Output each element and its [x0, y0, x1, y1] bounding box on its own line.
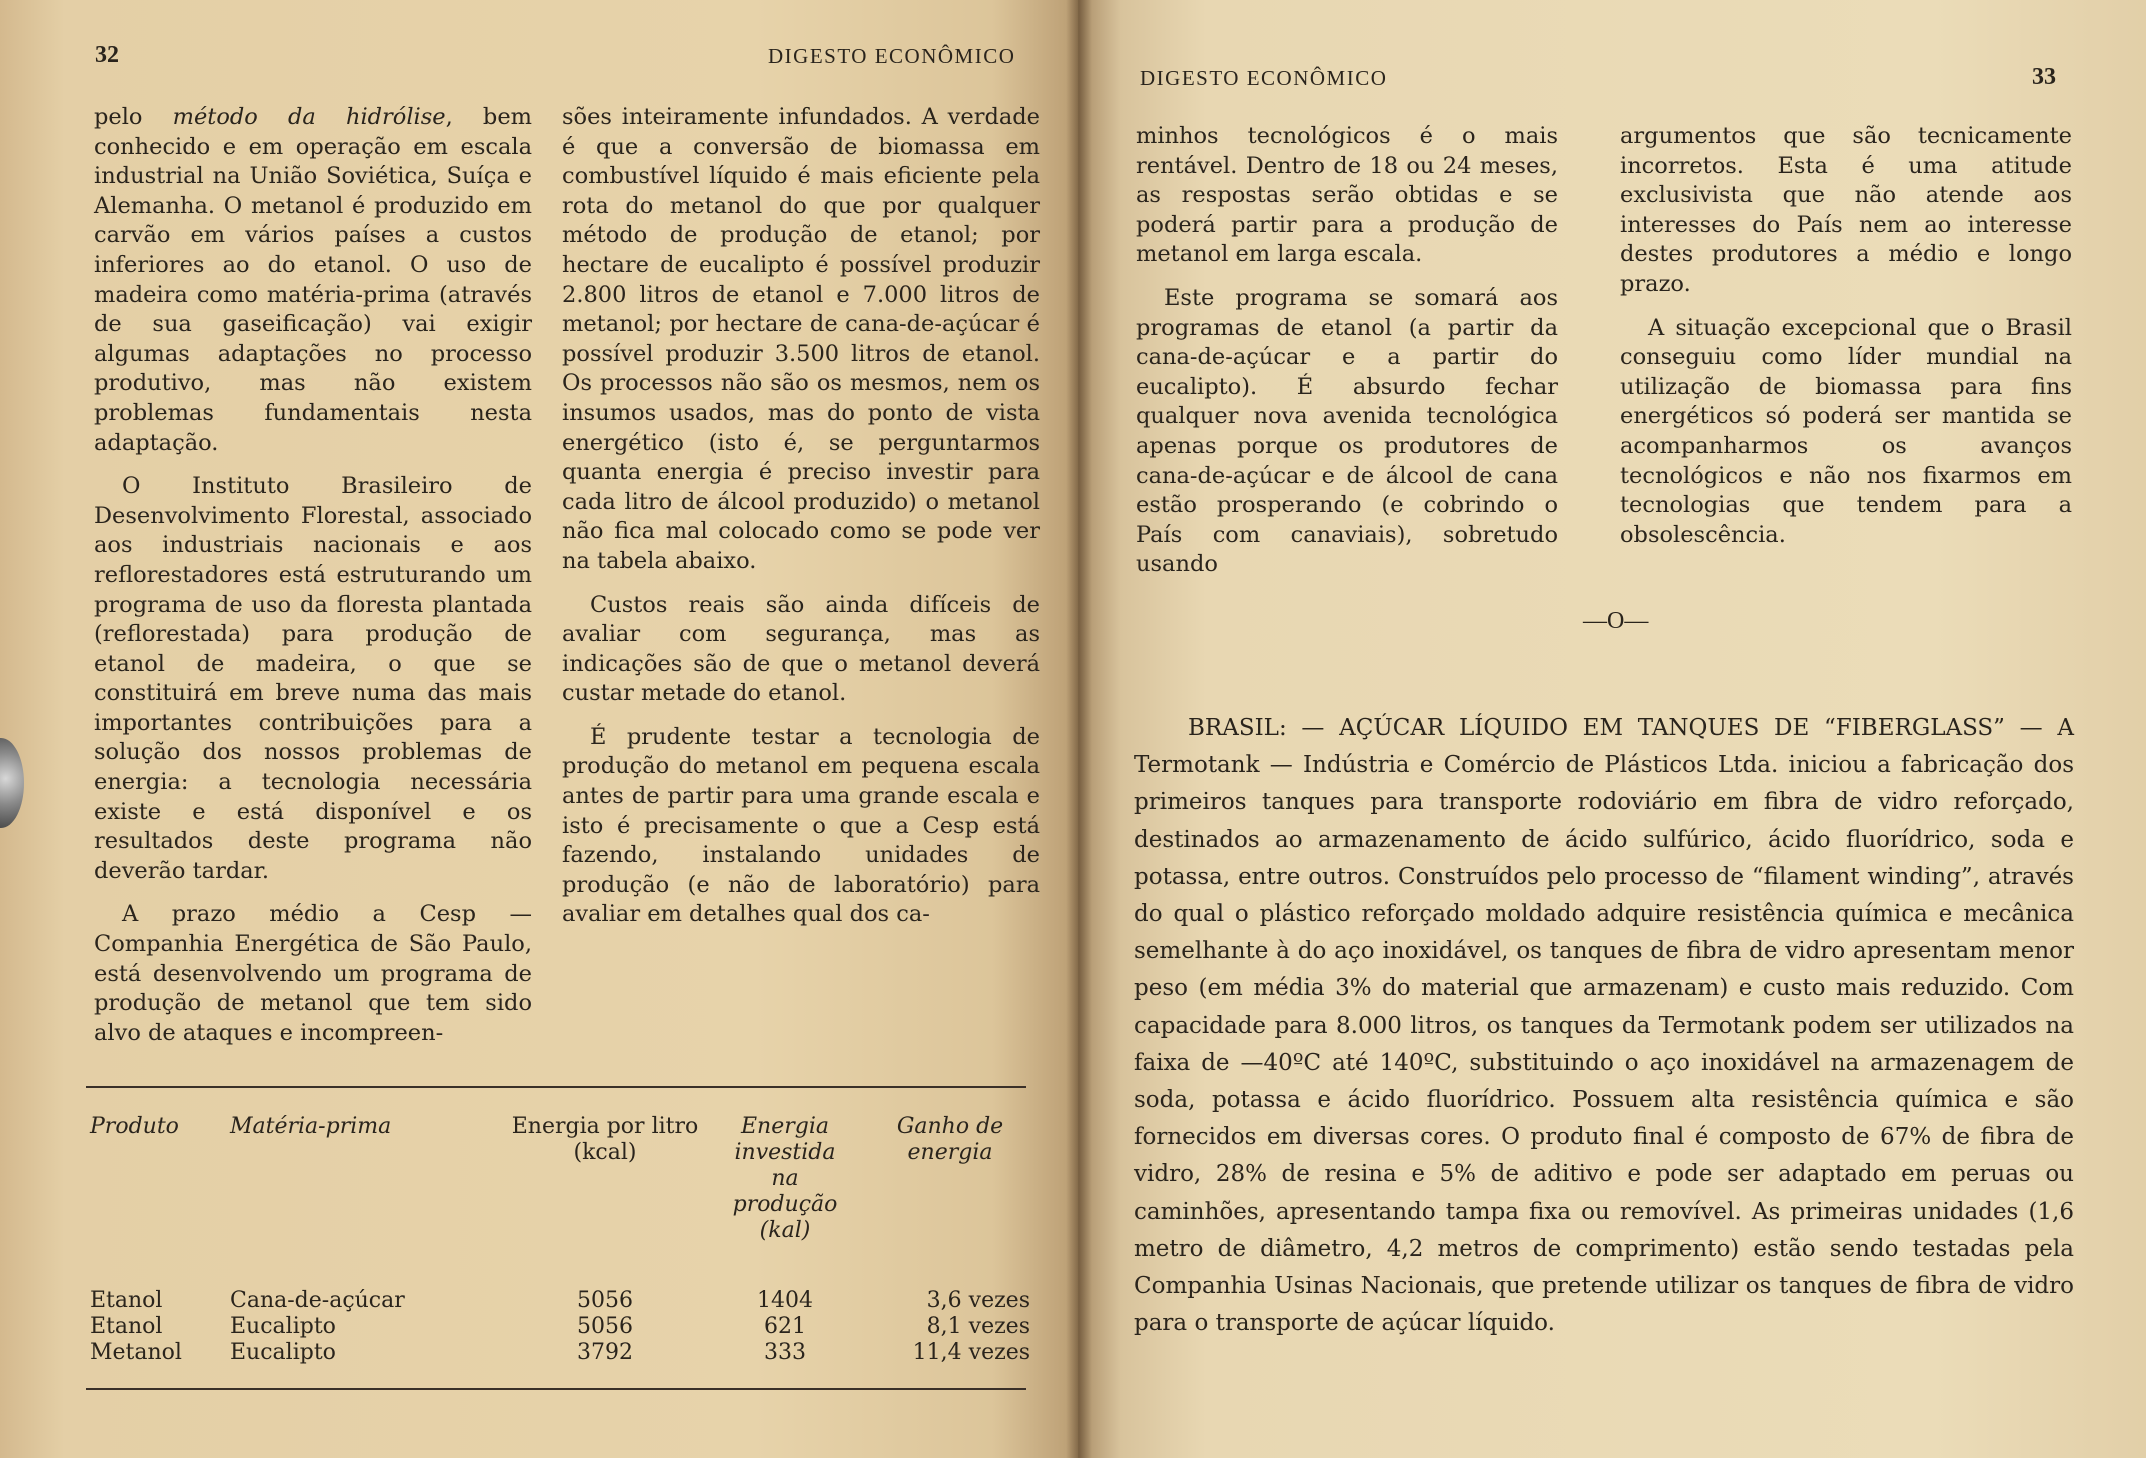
table-header-cell: Ganho de energia	[896, 1114, 1004, 1165]
energy-table	[90, 1114, 1030, 1366]
table-row	[90, 1314, 1030, 1340]
table-header-cell: Matéria-prima	[230, 1114, 392, 1139]
table-cell: 3792	[577, 1340, 633, 1365]
page-number-left: 32	[95, 42, 119, 68]
running-head-left: DIGESTO ECONÔMICO	[768, 44, 1016, 68]
fiberglass-article	[1134, 710, 2074, 1342]
table-cell: Eucalipto	[230, 1340, 336, 1365]
table-cell: 11,4 vezes	[912, 1340, 1030, 1365]
table-top-rule	[86, 1086, 1026, 1088]
table-header-cell: Energia investida na produção (kal)	[732, 1114, 838, 1243]
page-number-right: 33	[2032, 64, 2056, 90]
table-cell: Eucalipto	[230, 1314, 336, 1339]
paragraph: argumentos que são tecnicamente incorretos. Esta é uma atitude exclusivista que não atende aos interesses do País nem ao interesse destes produtores a médio e longo prazo.	[1620, 123, 2072, 297]
table-cell: 5056	[577, 1314, 633, 1339]
table-row	[90, 1340, 1030, 1366]
table-cell: 8,1 vezes	[926, 1314, 1030, 1339]
paragraph: A prazo médio a Cesp — Companhia Energética de São Paulo, está desenvolvendo um programa de produção de metanol que tem sido alvo de ataques e incompreen-	[94, 901, 532, 1046]
paragraph: É prudente testar a tecnologia de produção do metanol em pequena escala antes de partir para uma grande escala e isto é precisamente o que a Cesp está fazendo, instalando unidades de produção (e não de laboratório) para avaliar em detalhes qual dos ca-	[562, 723, 1040, 928]
table-cell: 621	[764, 1314, 806, 1339]
table-cell: Etanol	[90, 1314, 163, 1339]
table-bottom-rule	[86, 1388, 1026, 1390]
table-cell: Metanol	[90, 1340, 182, 1365]
paragraph: Custos reais são ainda difíceis de avaliar com segurança, mas as indicações são de que o metanol deverá custar metade do etanol.	[562, 591, 1040, 707]
article-text: BRASIL: — AÇÚCAR LÍQUIDO EM TANQUES DE “FIBERGLASS” — A Termotank — Indústria e Comércio de Plásticos Ltda. iniciou a fabricação dos primeiros tanques para transporte rodoviário em fibra de vidro reforçado, destinados ao armazenamento de ácido sulfúrico, ácido fluorídrico, soda e potassa, entre outros. Construídos pelo processo de “filament winding”, através do qual o plástico reforçado moldado adquire resistência química e mecânica semelhante à do aço inoxidável, os tanques de fibra de vidro apresentam menor peso (em média 3% do material que armazenam) e custo mais reduzido. Com capacidade para 8.000 litros, os tanques da Termotank podem ser utilizados na faixa de —40ºC até 140ºC, substituindo o aço inoxidável na armazenagem de soda, potassa e ácido fluorídrico. Possuem alta resistência química e são fornecidos em diversas cores. O produto final é composto de 67% de fibra de vidro, 28% de resina e 5% de aditivo e pode ser adaptado em peruas ou caminhões, apresentando tampa fixa ou removível. As primeiras unidades (1,6 metro de diâmetro, 4,2 metros de comprimento) estão sendo testadas pela Companhia Usinas Nacionais, que pretende utilizar os tanques de fibra de vidro para o transporte de açúcar líquido.	[1134, 715, 2074, 1337]
table-header-cell: Produto	[90, 1114, 179, 1139]
paragraph: pelo método da hidrólise, bem conhecido e em operação em escala industrial na União Soviética, Suíça e Alemanha. O metanol é produzido em carvão em vários países a custos inferiores ao do etanol. O uso de madeira como matéria-prima (através de sua gaseificação) vai exigir algumas adaptações no processo produtivo, mas não existem problemas fundamentais nesta adaptação.	[94, 104, 532, 456]
paragraph: A situação excepcional que o Brasil conseguiu como líder mundial na utilização de biomassa para fins energéticos só poderá ser mantida se acompanharmos os avanços tecnológicos e não nos fixarmos em tecnologias que tendem para a obsolescência.	[1620, 314, 2072, 548]
right-column-1	[1136, 122, 1558, 580]
running-head-right: DIGESTO ECONÔMICO	[1140, 66, 1388, 90]
paragraph: minhos tecnológicos é o mais rentável. Dentro de 18 ou 24 meses, as respostas serão obtidas e se poderá partir para a produção de metanol em larga escala.	[1136, 123, 1558, 268]
right-page	[1078, 0, 2146, 1458]
paragraph: sões inteiramente infundados. A verdade é que a conversão de biomassa em combustível líquido é mais eficiente pela rota do metanol do que por qualquer método de produção de etanol; por hectare de eucalipto é possível produzir 2.800 litros de etanol e 7.000 litros de metanol; por hectare de cana-de-açúcar é possível produzir 3.500 litros de etanol. Os processos não são os mesmos, nem os insumos usados, mas do ponto de vista energético (isto é, se perguntarmos quanta energia é preciso investir para cada litro de álcool produzido) o metanol não fica mal colocado como se pode ver na tabela abaixo.	[562, 104, 1040, 574]
table-cell: 333	[764, 1340, 806, 1365]
paragraph: Este programa se somará aos programas de etanol (a partir da cana-de-açúcar e a partir do eucalipto). É absurdo fechar qualquer nova avenida tecnológica apenas porque os produtores de cana-de-açúcar e de álcool de cana estão prosperando (e cobrindo o País com canaviais), sobretudo usando	[1136, 284, 1558, 578]
table-cell: Etanol	[90, 1288, 163, 1313]
table-cell: 5056	[577, 1288, 633, 1313]
table-header-cell: Energia por litro (kcal)	[511, 1114, 699, 1165]
table-cell: Cana-de-açúcar	[230, 1288, 405, 1313]
table-row	[90, 1288, 1030, 1314]
table-header-row	[90, 1114, 1030, 1244]
right-column-2	[1620, 122, 2072, 550]
table-cell: 3,6 vezes	[926, 1288, 1030, 1313]
section-separator: —O—	[1583, 608, 1649, 634]
paragraph: O Instituto Brasileiro de Desenvolvimento Florestal, associado aos industriais nacionais e aos reflorestadores está estruturando um programa de uso da floresta plantada (reflorestada) para produção de etanol de madeira, o que se constituirá em breve numa das mais importantes contribuições para a solução dos nossos problemas de energia: a tecnologia necessária existe e está disponível e os resultados deste programa não deverão tardar.	[94, 473, 532, 884]
left-column-1	[94, 103, 532, 1048]
left-column-2	[562, 103, 1040, 930]
table-cell: 1404	[757, 1288, 813, 1313]
binding-rivet-icon	[0, 738, 24, 828]
book-gutter	[1066, 0, 1092, 1458]
